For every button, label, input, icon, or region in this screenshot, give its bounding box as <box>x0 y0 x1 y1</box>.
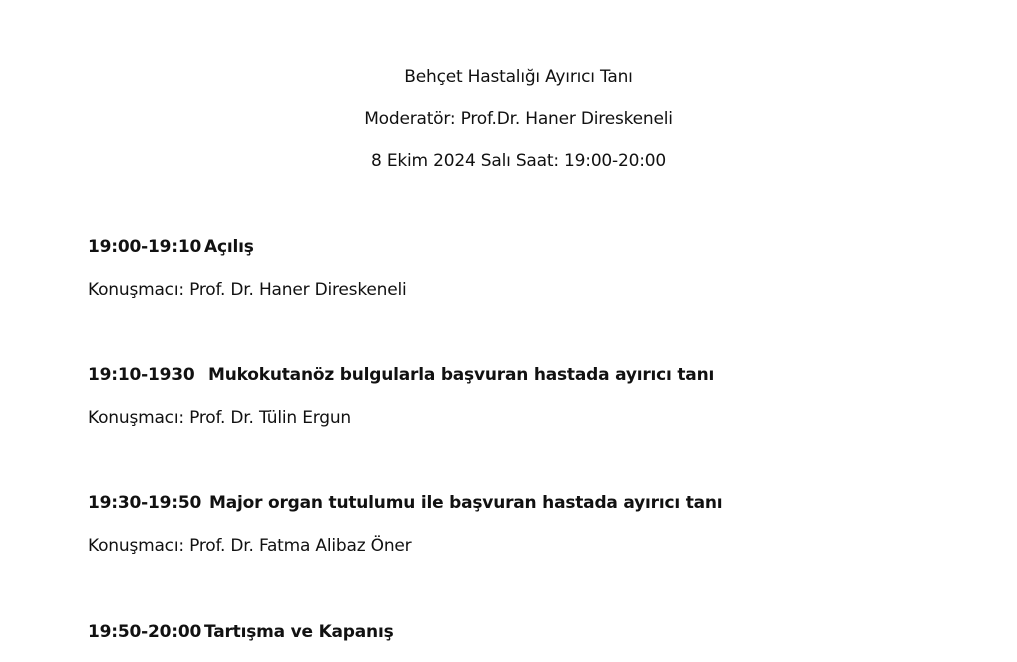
speaker-name: Prof. Dr. Haner Direskeneli <box>189 280 407 300</box>
session-topic: Major organ tutulumu ile başvuran hastada ayırıcı tanı <box>209 493 723 513</box>
program-datetime: 8 Ekim 2024 Salı Saat: 19:00-20:00 <box>371 151 666 171</box>
session-speaker <box>88 535 411 557</box>
session-speaker <box>88 407 351 429</box>
session-time: 19:30-19:50 <box>88 493 202 513</box>
speaker-name: Prof. Dr. Tülin Ergun <box>189 408 351 428</box>
session-closing <box>88 621 394 643</box>
session-opening <box>88 236 254 258</box>
speaker-name: Prof. Dr. Fatma Alibaz Öner <box>189 536 412 556</box>
speaker-label: Konuşmacı: <box>88 536 190 556</box>
session-mucocutaneous <box>88 364 714 386</box>
session-time: 19:00-19:10 <box>88 237 202 257</box>
speaker-label: Konuşmacı: <box>88 280 190 300</box>
session-topic: Mukokutanöz bulgularla başvuran hastada ayırıcı tanı <box>208 365 715 385</box>
program-moderator: Moderatör: Prof.Dr. Haner Direskeneli <box>364 109 673 129</box>
speaker-label: Konuşmacı: <box>88 408 190 428</box>
session-time: 19:50-20:00 <box>88 622 202 642</box>
session-speaker <box>88 279 407 301</box>
session-time: 19:10-1930 <box>88 365 195 385</box>
session-major-organ <box>88 492 722 514</box>
session-topic: Açılış <box>204 237 254 257</box>
session-topic: Tartışma ve Kapanış <box>204 622 394 642</box>
program-title: Behçet Hastalığı Ayırıcı Tanı <box>404 67 633 87</box>
